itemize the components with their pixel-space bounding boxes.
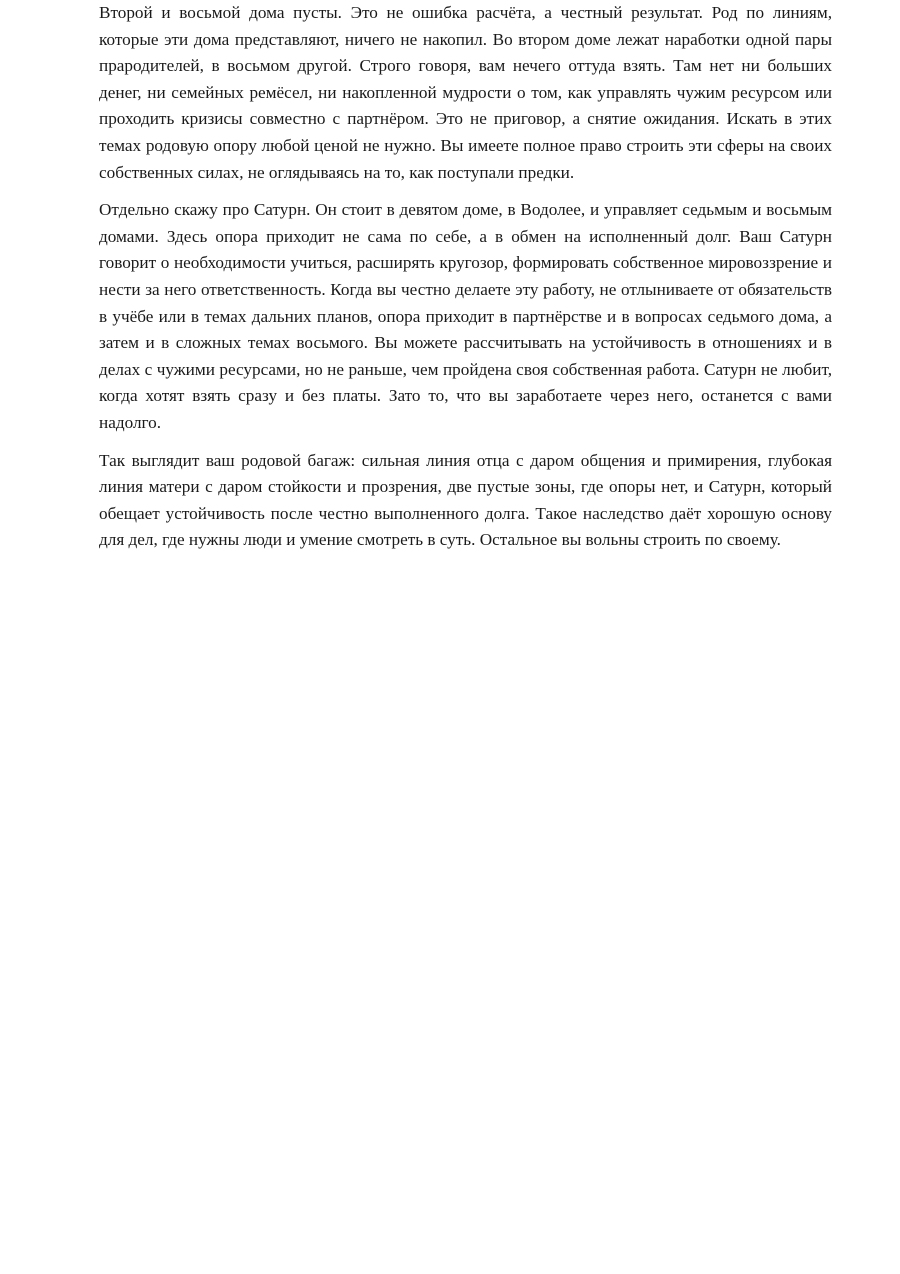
paragraph-summary: Так выглядит ваш родовой багаж: сильная линия отца с даром общения и примирения, глубокая линия матери с даром стойкости и прозрения, две пустые зоны, где опоры нет, и Сатурн, который обещает устойчивость после честно выполненного долга. Такое наследство даёт хорошую основу для дел, где нужны люди и умение смотреть в суть. Остальное вы вольны строить по своему. <box>99 450 832 550</box>
paragraph-saturn: Отдельно скажу про Сатурн. Он стоит в девятом доме, в Водолее, и управляет седьмым и восьмым домами. Здесь опора приходит не сама по себе, а в обмен на исполненный долг. Ваш Сатурн говорит о необходимости учиться, расширять кругозор, формировать собственное мировоззрение и нести за него ответственность. Когда вы честно делаете эту работу, не отлыниваете от обязательств в учёбе или в темах дальних планов, опора приходит в партнёрстве и в вопросах седьмого дома, а затем и в сложных темах восьмого. Вы можете рассчитывать на устойчивость в отношениях и в делах с чужими ресурсами, но не раньше, чем пройдена своя собственная работа. Сатурн не любит, когда хотят взять сразу и без платы. Зато то, что вы заработаете через него, останется с вами надолго. <box>99 200 832 432</box>
document-body <box>99 0 832 565</box>
paragraph-empty-houses: Второй и восьмой дома пусты. Это не ошибка расчёта, а честный результат. Род по линиям, которые эти дома представляют, ничего не накопил. Во втором доме лежат наработки одной пары прародителей, в восьмом другой. Строго говоря, вам нечего оттуда взять. Там нет ни больших денег, ни семейных ремёсел, ни накопленной мудрости о том, как управлять чужим ресурсом или проходить кризисы совместно с партнёром. Это не приговор, а снятие ожидания. Искать в этих темах родовую опору любой ценой не нужно. Вы имеете полное право строить эти сферы на своих собственных силах, не оглядываясь на то, как поступали предки. <box>99 3 832 182</box>
